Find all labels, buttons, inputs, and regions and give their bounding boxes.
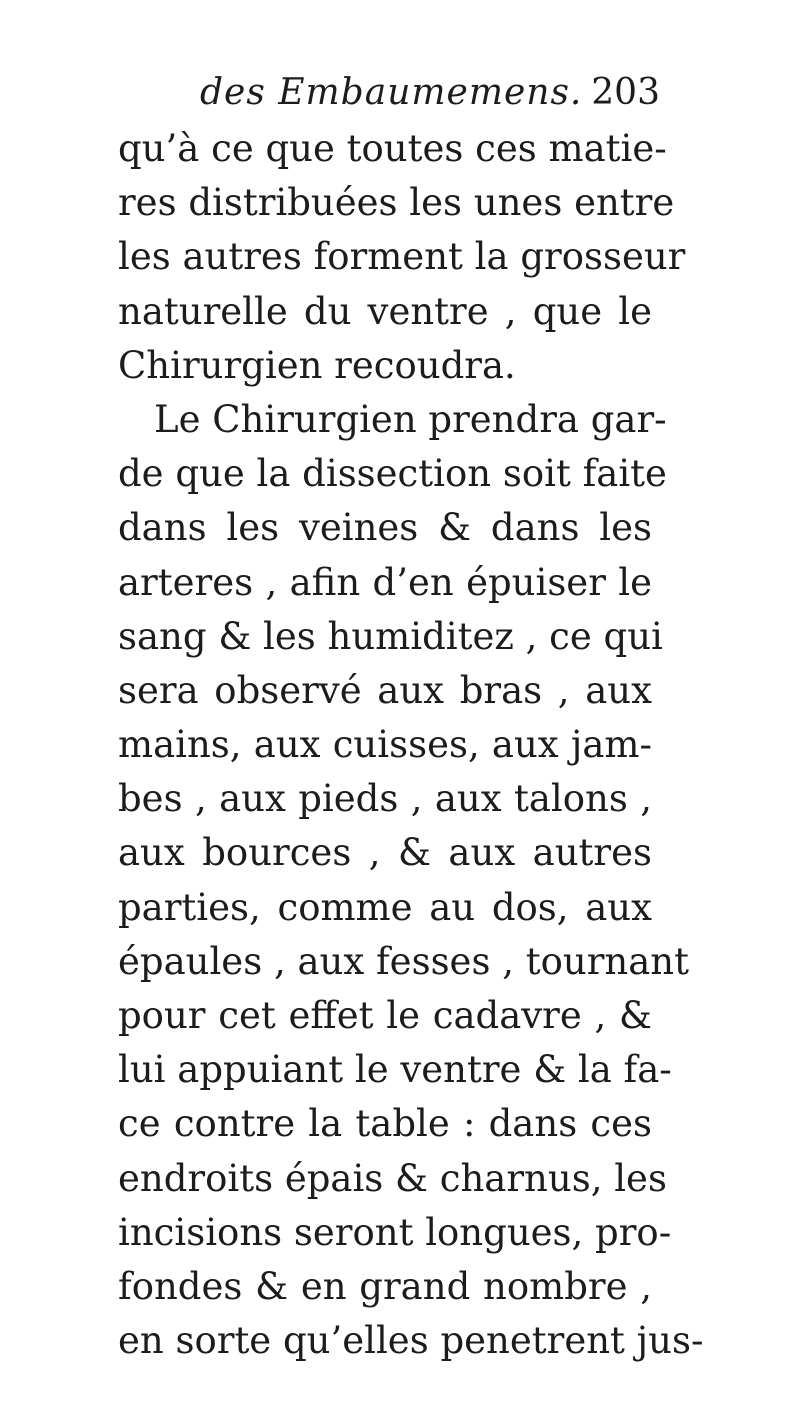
text-line: parties, comme au dos, aux [118, 885, 652, 929]
text-line: épaules , aux fesses , tournant [118, 939, 689, 983]
text-line: naturelle du ventre , que le [118, 289, 652, 333]
text-line: Chirurgien recoudra. [118, 343, 516, 387]
text-line: mains, aux cuisses, aux jam- [118, 723, 652, 767]
text-line: sang & les humiditez , ce qui [118, 614, 663, 658]
text-line: bes , aux pieds , aux talons , [118, 777, 652, 821]
text-line: de que la dissection soit faite [118, 452, 667, 496]
text-line: incisions seront longues, pro- [118, 1210, 672, 1254]
running-title: des Embaumemens. [200, 72, 583, 113]
text-line: lui appuiant le ventre & la fa- [118, 1048, 672, 1092]
page-header [200, 72, 660, 122]
text-line: res distribuées les unes entre [118, 181, 675, 225]
text-line: ce contre la table : dans ces [118, 1102, 652, 1146]
text-line: dans les veines & dans les [118, 506, 652, 550]
body-text [118, 122, 704, 1368]
page-number: 203 [591, 72, 660, 113]
text-line: arteres , afin d’en épuiser le [118, 560, 652, 604]
text-line: sera observé aux bras , aux [118, 668, 652, 712]
text-line: endroits épais & charnus, les [118, 1156, 667, 1200]
text-line: Le Chirurgien prendra gar- [154, 397, 667, 441]
text-line: qu’à ce que toutes ces matie- [118, 127, 667, 170]
text-line: fondes & en grand nombre , [118, 1264, 652, 1308]
text-line: aux bources , & aux autres [118, 831, 652, 875]
text-line: les autres forment la grosseur [118, 235, 686, 279]
text-line: pour cet effet le cadavre , & [118, 994, 652, 1037]
text-line: en sorte qu’elles penetrent jus- [118, 1319, 704, 1363]
